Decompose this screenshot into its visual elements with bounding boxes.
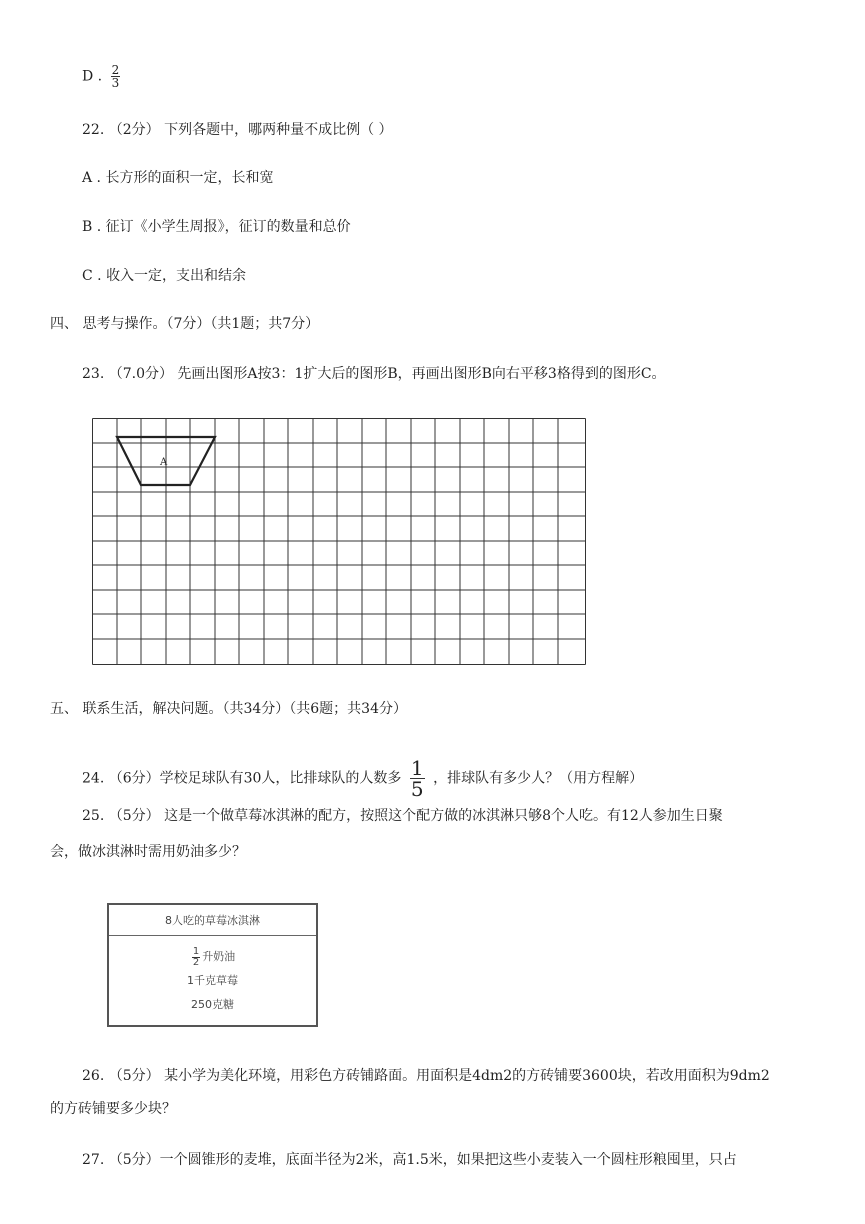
q24-fraction xyxy=(410,758,425,799)
option-d-fraction xyxy=(111,64,121,89)
recipe-strawberry: 1千克草莓 xyxy=(187,974,238,987)
figure-label-a: A xyxy=(160,457,168,468)
q24-stem xyxy=(82,758,643,799)
q26-line-1: 26. （5分） 某小学为美化环境，用彩色方砖铺路面。用面积是4dm2的方砖铺要3600块，若改用面积为9dm2 xyxy=(82,1068,770,1084)
fraction-denominator: 3 xyxy=(111,76,120,90)
fraction-numerator: 2 xyxy=(111,63,120,77)
q22-option-b: B . 征订《小学生周报》，征订的数量和总价 xyxy=(82,219,351,235)
recipe-body xyxy=(109,936,316,1017)
q22-option-c: C . 收入一定，支出和结余 xyxy=(82,268,247,284)
q24-text-before: 24. （6分）学校足球队有30人，比排球队的人数多 xyxy=(82,770,402,787)
fraction-denominator: 5 xyxy=(410,777,424,801)
q27-line-1: 27. （5分）一个圆锥形的麦堆，底面半径为2米，高1.5米，如果把这些小麦装入一个圆柱形粮囤里，只占 xyxy=(82,1152,737,1168)
q24-text-after: ，排球队有多少人？（用方程解） xyxy=(433,770,644,787)
q25-line-2: 会，做冰淇淋时需用奶油多少？ xyxy=(50,844,246,860)
q25-line-1: 25. （5分） 这是一个做草莓冰淇淋的配方，按照这个配方做的冰淇淋只够8个人吃。有12人参加生日聚 xyxy=(82,808,723,824)
section-4-title: 四、 思考与操作。（7分）（共1题；共7分） xyxy=(50,316,320,332)
option-d-label: D . xyxy=(82,68,103,85)
cream-fraction xyxy=(192,947,200,968)
q22-stem: 22. （2分） 下列各题中，哪两种量不成比例（ ） xyxy=(82,122,393,138)
q21-option-d xyxy=(82,64,124,89)
grid-svg xyxy=(92,418,587,666)
fraction-numerator: 1 xyxy=(410,756,424,780)
cream-text: 升奶油 xyxy=(202,950,236,963)
q23-grid-figure xyxy=(92,418,587,670)
q26-line-2: 的方砖铺要多少块？ xyxy=(50,1101,176,1117)
section-5-title: 五、 联系生活，解决问题。（共34分）（共6题；共34分） xyxy=(50,701,407,717)
grid-lines xyxy=(93,419,586,665)
recipe-cream xyxy=(109,945,316,969)
q23-stem: 23. （7.0分） 先画出图形A按3：1扩大后的图形B，再画出图形B向右平移3格得到的图形C。 xyxy=(82,366,666,382)
recipe-sugar: 250克糖 xyxy=(191,998,234,1011)
recipe-card xyxy=(107,903,318,1027)
fraction-denominator: 2 xyxy=(192,956,200,968)
recipe-title: 8人吃的草莓冰淇淋 xyxy=(109,905,316,936)
fraction-numerator: 1 xyxy=(192,945,200,957)
q22-option-a: A . 长方形的面积一定，长和宽 xyxy=(82,170,274,186)
